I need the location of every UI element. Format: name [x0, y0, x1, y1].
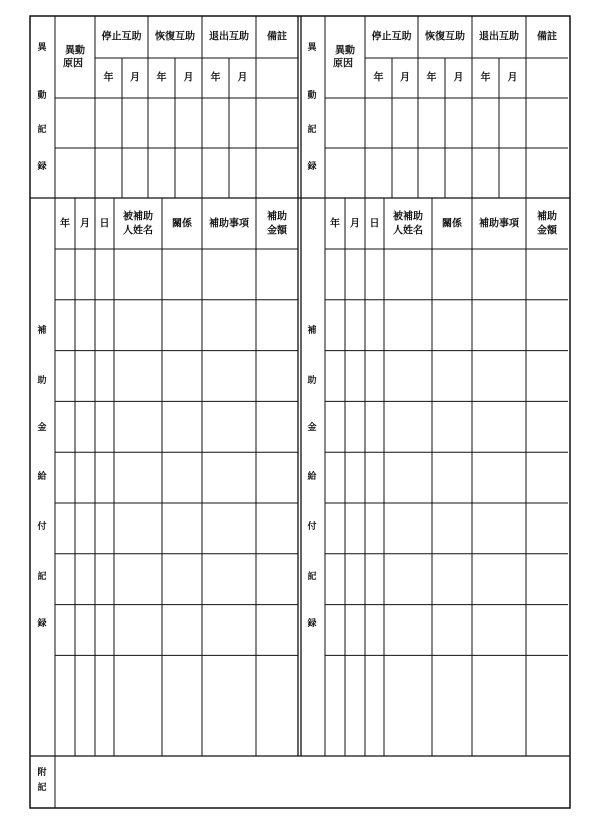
right-year-label: 年: [480, 72, 491, 84]
left-payment-record-label-char: 付: [37, 522, 47, 532]
left-suspend-header: 停止互助: [101, 31, 142, 43]
left-transfer-record-label-char: 録: [37, 162, 47, 172]
left-amount-header: 金額: [267, 225, 287, 237]
left-transfer-record-label-char: 異: [37, 43, 47, 53]
left-withdraw-header: 退出互助: [209, 31, 249, 43]
left-transfer-record-label-char: 記: [37, 125, 47, 135]
right-transfer-record-label-char: 動: [307, 91, 317, 101]
left-remarks-header: 備註: [267, 31, 287, 43]
left-resume-header: 恢復互助: [155, 31, 195, 43]
right-transfer-reason-header: 原因: [333, 58, 353, 70]
notes-label-char: 記: [37, 783, 47, 793]
notes-label-char: 附: [37, 768, 47, 778]
right-month-header: 月: [350, 218, 360, 230]
left-payment-record-label-char: 補: [37, 326, 47, 336]
right-transfer-reason-header: 異動: [335, 45, 355, 57]
right-month-label: 月: [400, 72, 410, 84]
right-payment-record-label-char: 給: [307, 472, 317, 482]
right-insured-name-header: 人姓名: [393, 225, 423, 237]
left-matter-header: 補助事項: [209, 218, 249, 230]
left-relation-header: 關係: [172, 218, 192, 230]
left-month-label: 月: [130, 72, 140, 84]
right-transfer-record-label-char: 録: [307, 162, 317, 172]
left-year-label: 年: [103, 72, 114, 84]
right-relation-header: 關係: [442, 218, 462, 230]
left-year-label: 年: [210, 72, 221, 84]
right-payment-record-label-char: 金: [307, 423, 317, 433]
left-payment-record-label-char: 金: [37, 423, 47, 433]
left-year-header: 年: [60, 218, 70, 230]
right-resume-header: 恢復互助: [425, 31, 465, 43]
left-year-label: 年: [156, 72, 167, 84]
left-day-header: 日: [99, 218, 110, 230]
left-payment-record-label-char: 給: [37, 472, 47, 482]
left-month-label: 月: [183, 72, 194, 84]
right-month-label: 月: [507, 72, 518, 84]
left-month-label: 月: [237, 72, 248, 84]
right-year-label: 年: [373, 72, 384, 84]
left-insured-name-header: 人姓名: [123, 225, 153, 237]
left-transfer-record-label-char: 動: [37, 91, 47, 101]
form-border: [30, 16, 570, 808]
right-payment-record-label-char: 記: [307, 572, 317, 582]
right-month-label: 月: [453, 72, 464, 84]
left-amount-header: 補助: [267, 211, 287, 223]
right-matter-header: 補助事項: [479, 218, 519, 230]
left-insured-name-header: 被補助: [123, 211, 153, 223]
right-year-header: 年: [330, 218, 340, 230]
right-payment-record-label-char: 助: [307, 376, 317, 386]
left-month-header: 月: [80, 218, 90, 230]
right-payment-record-label-char: 付: [307, 522, 317, 532]
right-amount-header: 補助: [537, 211, 557, 223]
right-transfer-record-label-char: 記: [307, 125, 317, 135]
right-amount-header: 金額: [537, 225, 557, 237]
right-withdraw-header: 退出互助: [479, 31, 519, 43]
left-transfer-reason-header: 異動: [65, 45, 85, 57]
left-transfer-reason-header: 原因: [63, 58, 83, 70]
right-year-label: 年: [426, 72, 437, 84]
right-payment-record-label-char: 録: [307, 619, 317, 629]
right-transfer-record-label-char: 異: [307, 43, 317, 53]
right-day-header: 日: [369, 218, 380, 230]
right-suspend-header: 停止互助: [371, 31, 412, 43]
left-payment-record-label-char: 記: [37, 572, 47, 582]
right-remarks-header: 備註: [537, 31, 557, 43]
left-payment-record-label-char: 助: [37, 376, 47, 386]
left-payment-record-label-char: 録: [37, 619, 47, 629]
right-payment-record-label-char: 補: [307, 326, 317, 336]
right-insured-name-header: 被補助: [393, 211, 423, 223]
